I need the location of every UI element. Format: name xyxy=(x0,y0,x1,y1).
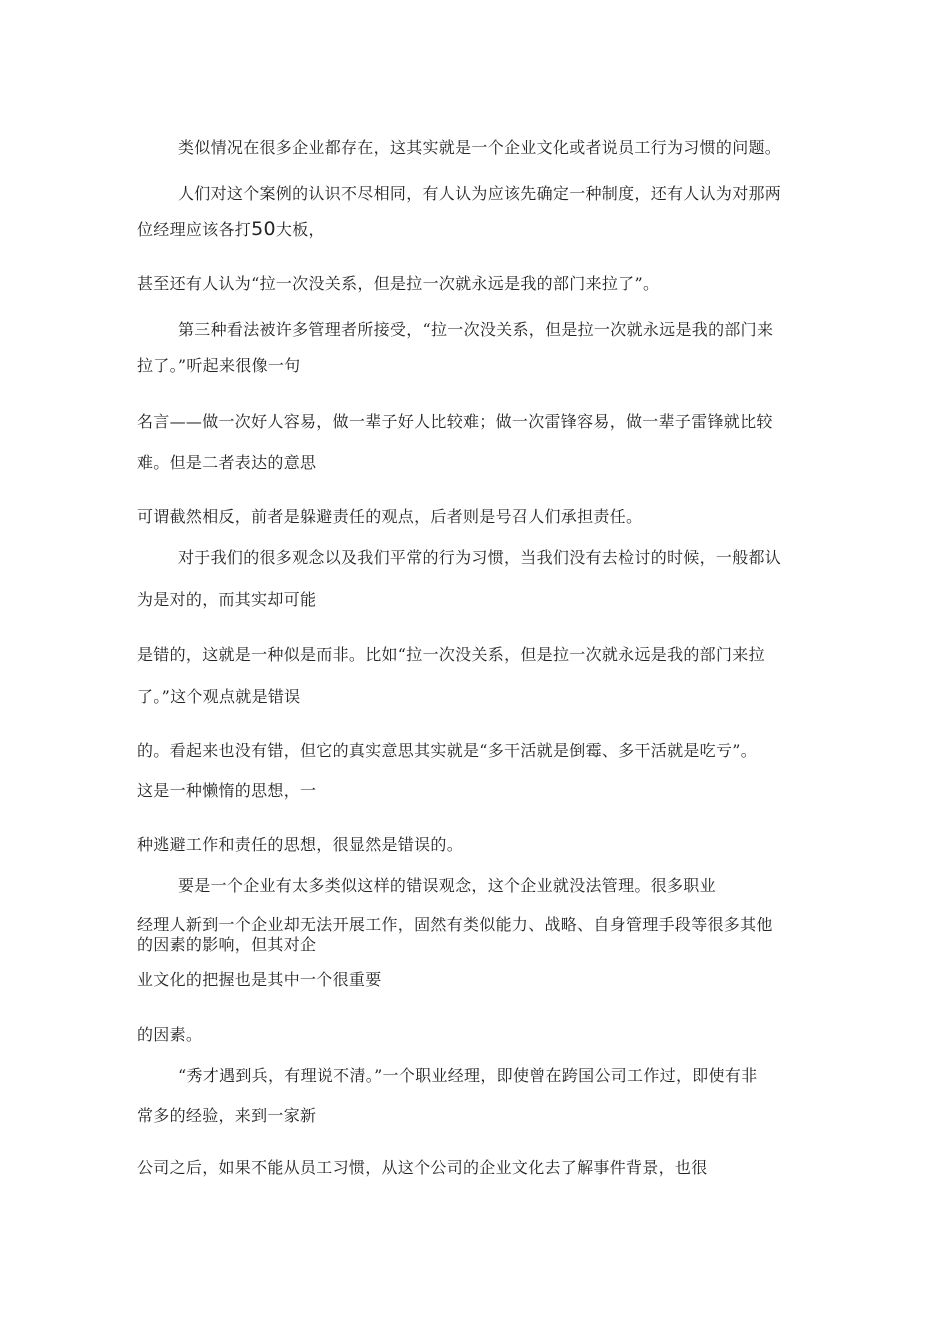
text-line: 的。看起来也没有错，但它的真实意思其实就是“多干活就是倒霉、多干活就是吃亏”。 xyxy=(137,741,758,760)
text-span: 大板， xyxy=(275,220,325,239)
text-line: 是错的，这就是一种似是而非。比如“拉一次没关系，但是拉一次就永远是我的部门来拉 xyxy=(137,645,765,664)
text-line: 对于我们的很多观念以及我们平常的行为习惯，当我们没有去检讨的时候，一般都认 xyxy=(178,548,782,567)
text-line: 甚至还有人认为“拉一次没关系，但是拉一次就永远是我的部门来拉了”。 xyxy=(137,274,660,293)
text-line: 第三种看法被许多管理者所接受，“拉一次没关系，但是拉一次就永远是我的部门来 xyxy=(178,320,774,339)
number-span: 50 xyxy=(251,218,276,240)
text-line xyxy=(137,219,827,240)
text-line: “秀才遇到兵，有理说不清。”一个职业经理，即使曾在跨国公司工作过，即使有非 xyxy=(178,1066,758,1085)
text-line: 要是一个企业有太多类似这样的错误观念，这个企业就没法管理。很多职业 xyxy=(178,876,716,895)
text-line: 的因素。 xyxy=(137,1025,203,1044)
text-line: 为是对的，而其实却可能 xyxy=(137,590,317,609)
text-line: 可谓截然相反，前者是躲避责任的观点，后者则是号召人们承担责任。 xyxy=(137,507,643,526)
text-line: 种逃避工作和责任的思想，很显然是错误的。 xyxy=(137,835,464,854)
text-line: 常多的经验，来到一家新 xyxy=(137,1106,317,1125)
text-line: 经理人新到一个企业却无法开展工作，固然有类似能力、战略、自身管理手段等很多其他 xyxy=(137,915,773,934)
text-line: 人们对这个案例的认识不尽相同，有人认为应该先确定一种制度，还有人认为对那两 xyxy=(178,184,782,203)
text-line: 的因素的影响，但其对企 xyxy=(137,935,317,954)
text-line: 业文化的把握也是其中一个很重要 xyxy=(137,970,382,989)
text-line: 类似情况在很多企业都存在，这其实就是一个企业文化或者说员工行为习惯的问题。 xyxy=(178,138,782,157)
text-line: 了。”这个观点就是错误 xyxy=(137,687,301,706)
text-line: 拉了。”听起来很像一句 xyxy=(137,356,301,375)
text-line: 公司之后，如果不能从员工习惯，从这个公司的企业文化去了解事件背景，也很 xyxy=(137,1158,708,1177)
text-line: 这是一种懒惰的思想，一 xyxy=(137,781,317,800)
text-span: 位经理应该各打 xyxy=(137,220,252,239)
text-line: 难。但是二者表达的意思 xyxy=(137,453,317,472)
text-line: 名言——做一次好人容易，做一辈子好人比较难；做一次雷锋容易，做一辈子雷锋就比较 xyxy=(137,412,773,431)
